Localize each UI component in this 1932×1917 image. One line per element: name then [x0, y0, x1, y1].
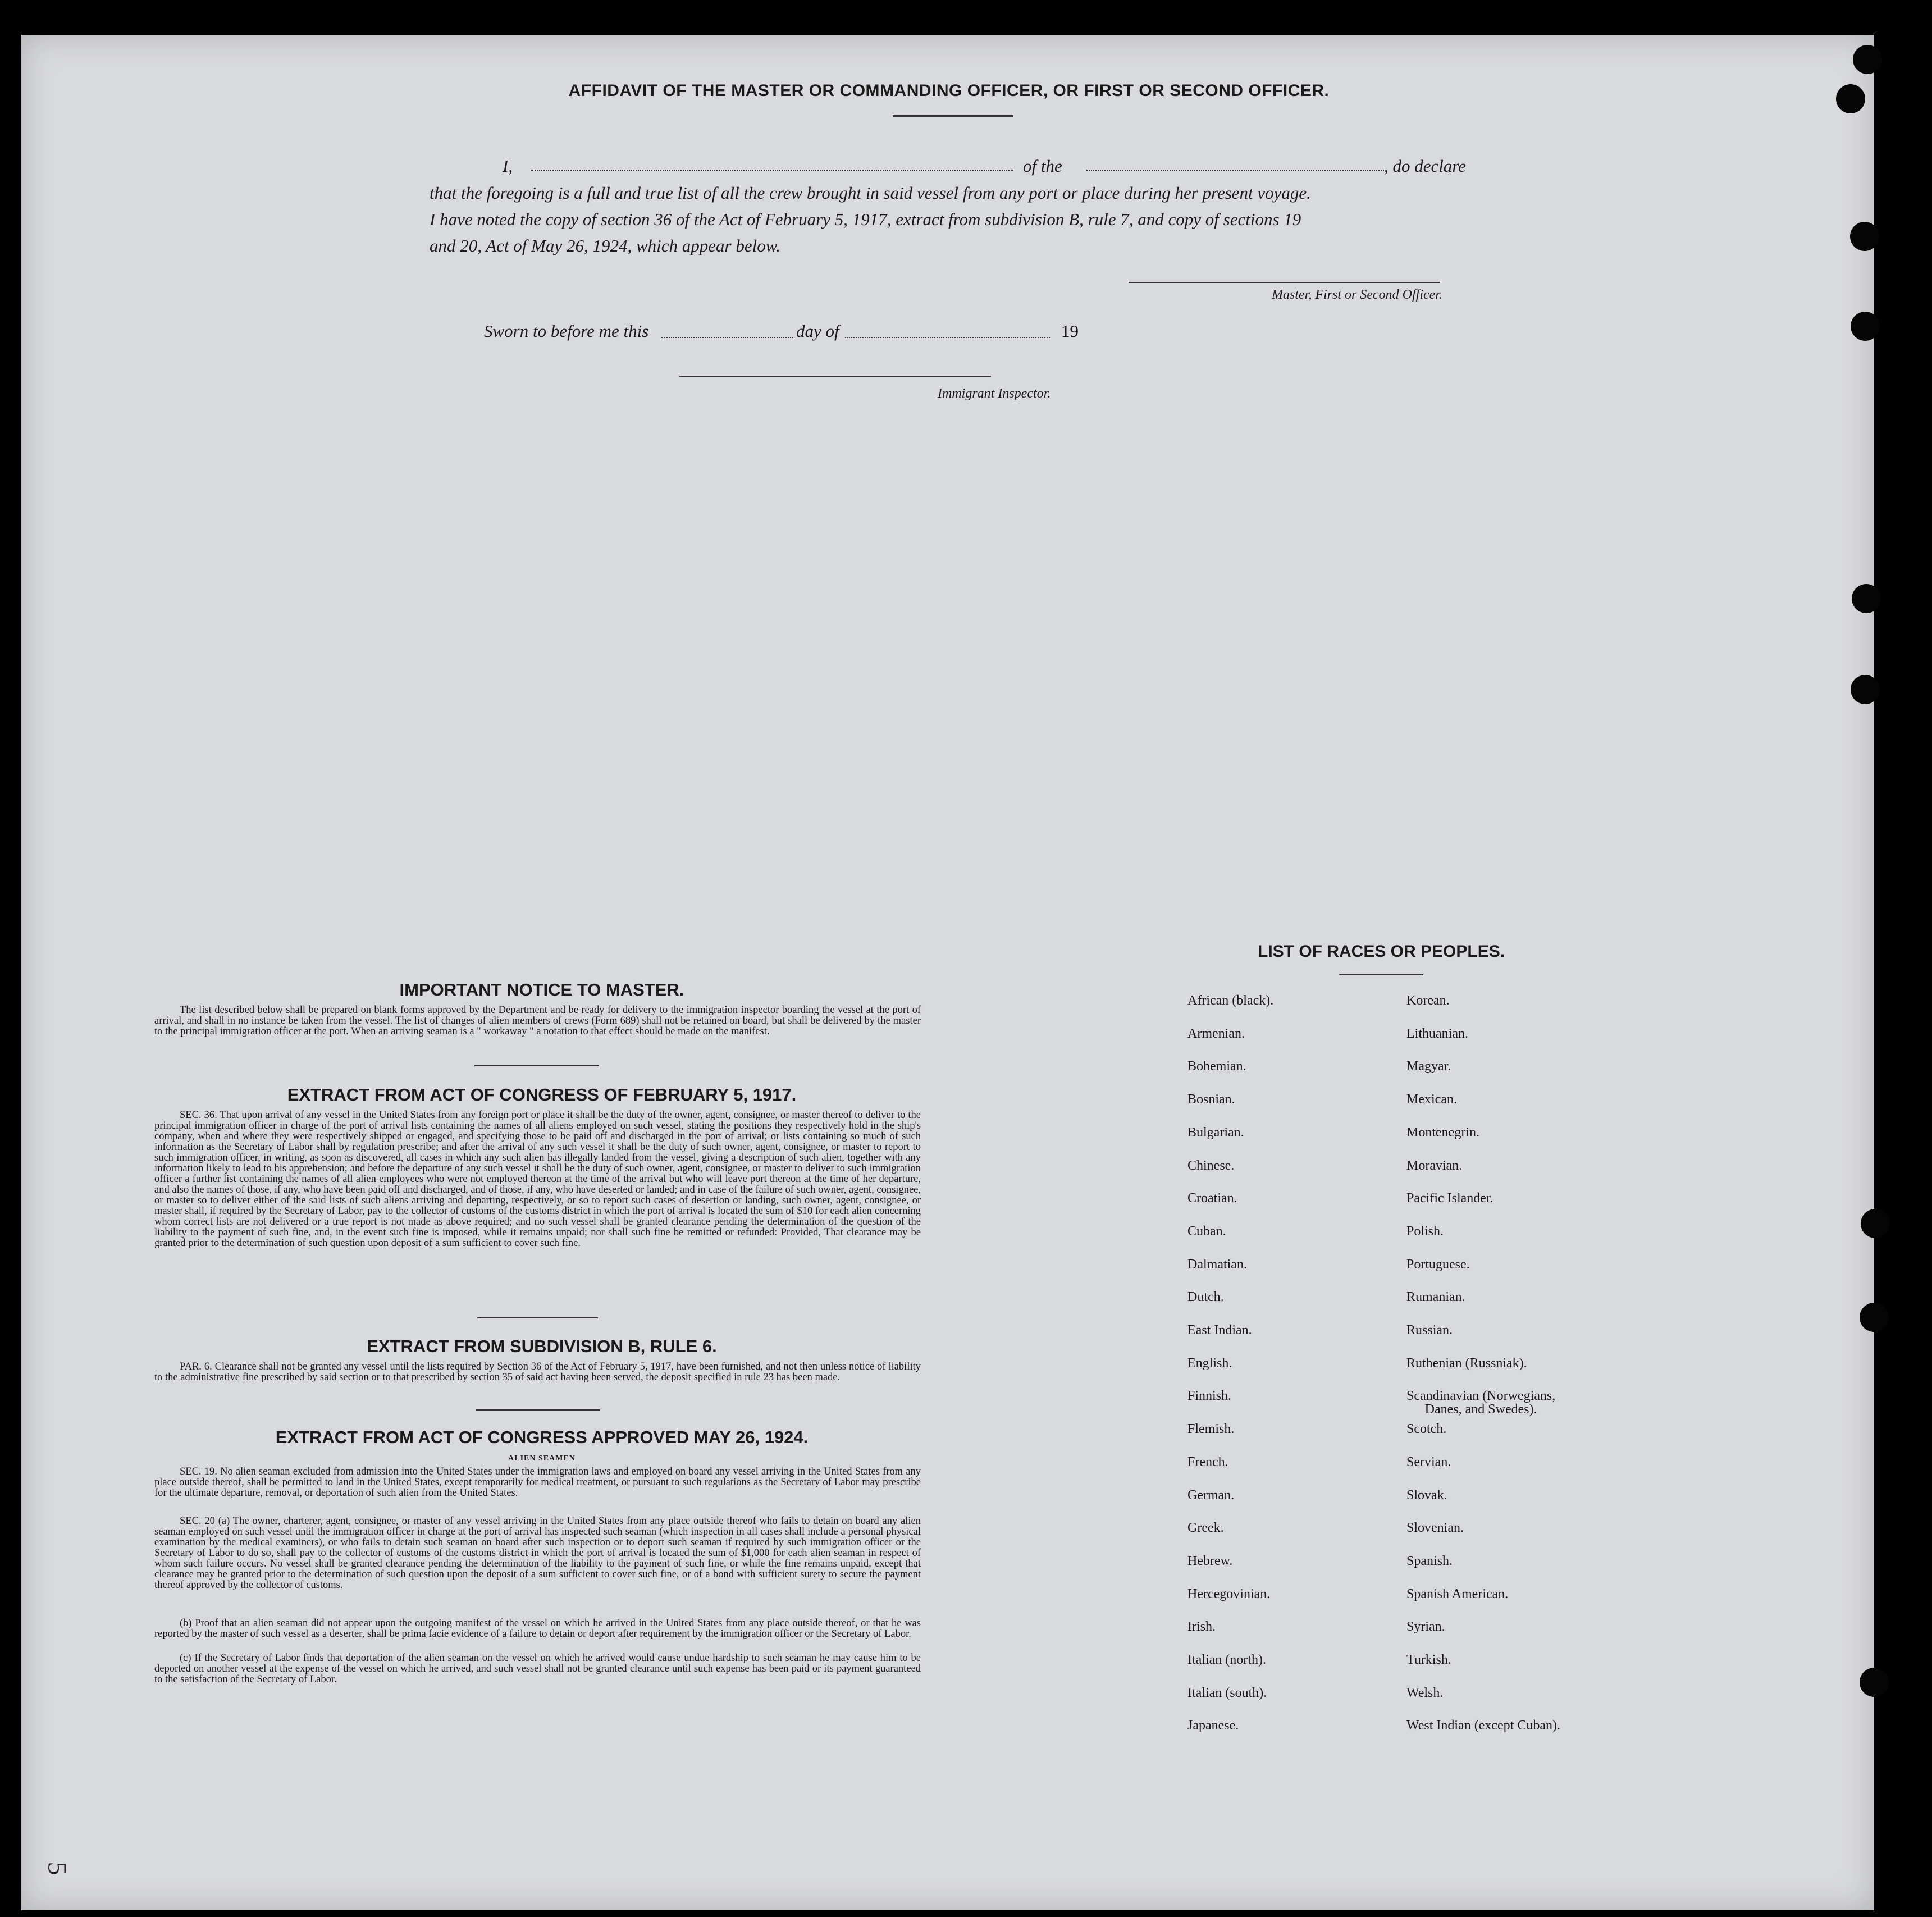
- sec-20b-text: (b) Proof that an alien seaman did not appear upon the outgoing manifest of the vessel on which he arrived in the United States from any place outside thereof, or that he was reported by the master of such vessel as a deserter, shall be prima facie evidence of a failure to detain or deport after requirement by the immigration officer or the Secretary of Labor.: [154, 1618, 921, 1640]
- binder-hole: [1836, 84, 1865, 113]
- race-item: Japanese.: [1187, 1718, 1239, 1733]
- race-item: Russian.: [1406, 1323, 1453, 1338]
- divider: [474, 1065, 599, 1066]
- extract-1924-heading: EXTRACT FROM ACT OF CONGRESS APPROVED MAY 26, 1924.: [275, 1427, 809, 1447]
- vessel-blank-line: [1086, 170, 1384, 171]
- race-item: Turkish.: [1406, 1653, 1451, 1667]
- inspector-label: Immigrant Inspector.: [938, 386, 1051, 401]
- race-item: Korean.: [1406, 993, 1450, 1008]
- race-item: Bohemian.: [1187, 1059, 1246, 1074]
- race-item: Italian (south).: [1187, 1685, 1267, 1700]
- race-item: Bosnian.: [1187, 1092, 1235, 1107]
- race-item: Spanish.: [1406, 1553, 1453, 1568]
- affidavit-line-4: and 20, Act of May 26, 1924, which appear below.: [430, 236, 780, 255]
- binder-hole: [1851, 675, 1880, 704]
- affidavit-line-2: that the foregoing is a full and true list of all the crew brought in said vessel from any port or place during her present voyage.: [430, 183, 1311, 203]
- race-item: Magyar.: [1406, 1059, 1451, 1074]
- race-item: Mexican.: [1406, 1092, 1457, 1107]
- race-item: Chinese.: [1187, 1158, 1235, 1173]
- race-item: African (black).: [1187, 993, 1274, 1008]
- race-item: Finnish.: [1187, 1389, 1232, 1404]
- race-item: Bulgarian.: [1187, 1125, 1244, 1140]
- notice-text: The list described below shall be prepared on blank forms approved by the Department and be ready for delivery to the immigration inspector boarding the vessel at the port of arrival, and shall in no instance be taken from the vessel. The list of changes of alien members of crews (Form 689) shall not be retained on board, but shall be delivered by the master to the principal immigration officer at the port. When an arriving seaman is a " workaway " a notation to that effect should be made on the manifest.: [154, 1005, 921, 1037]
- race-item: Polish.: [1406, 1224, 1444, 1239]
- race-item: French.: [1187, 1454, 1228, 1469]
- race-item: Montenegrin.: [1406, 1125, 1479, 1140]
- name-blank-line: [531, 170, 1013, 171]
- divider: [476, 1409, 600, 1411]
- race-item: Servian.: [1406, 1454, 1451, 1469]
- extract-1917-text: SEC. 36. That upon arrival of any vessel in the United States from any foreign port or place it shall be the duty of the owner, agent, consignee, or master thereof to deliver to the principal immigration officer in charge of the port of arrival lists containing the names of all aliens employed on such vessel, stating the positions they respectively hold in the ship's company, when and where they were respectively shipped or engaged, and specifying those to be paid off and discharged in the port of arrival; or lists containing so much of such information as the Secretary of Labor shall by regulation prescribe; and after the arrival of any such vessel it shall be the duty of such owner, agent, consignee, or master to report to such immigration officer, in writing, as soon as discovered, all cases in which any such alien has illegally landed from the vessel, giving a description of such alien, together with any information likely to lead to his apprehension; and before the departure of any such vessel it shall be the duty of such owner, agent, consignee, or master to deliver to such immigration officer a further list containing the names of all alien employees who were not employed thereon at the time of the arrival but who will leave port thereon at the time of her departure, and also the names of those, if any, who have been paid off and discharged, and of those, if any, who have deserted or landed; and in case of the failure of such owner, agent, consignee, or master so to deliver either of the said lists of such aliens arriving and departing, respectively, or so to report such cases of desertion or landing, such owner, agent, consignee, or master shall, if required by the Secretary of Labor, pay to the collector of customs of the customs district in which the port of arrival is located the sum of $10 for each alien concerning whom correct lists are not delivered or a true report is not made as above required; and no such vessel shall be granted clearance pending the determination of the question of the liability to the payment of such fine, and, in the event such fine is imposed, while it remains unpaid; nor shall such fine be remitted or refunded: Provided, That clearance may be granted prior to the determination of such question upon deposit of a sum sufficient to cover such fine.: [154, 1110, 921, 1249]
- binder-hole: [1852, 584, 1881, 613]
- race-item: Dutch.: [1187, 1290, 1224, 1305]
- affidavit-declare: , do declare: [1384, 156, 1467, 176]
- year-text: 19: [1061, 321, 1079, 341]
- binder-hole: [1850, 222, 1879, 251]
- race-item: Greek.: [1187, 1521, 1224, 1536]
- notice-heading: IMPORTANT NOTICE TO MASTER.: [399, 980, 684, 999]
- subdivision-text: PAR. 6. Clearance shall not be granted any vessel until the lists required by Section 36 of the Act of February 5, 1917, have been furnished, and not then unless notice of liability to the administrative fine prescribed by said section or to that prescribed by section 35 of said act having been served, the deposit specified in rule 23 has been made.: [154, 1361, 921, 1383]
- divider: [1339, 974, 1423, 975]
- inspector-signature-line: [679, 376, 991, 377]
- sec-20c-text: (c) If the Secretary of Labor finds that deportation of the alien seaman on the vessel on which he arrived would cause undue hardship to such seaman he may cause him to be deported on another vessel at the expense of the vessel on which he arrived, and such vessel shall not be granted clearance until such expense has been paid or its payment guaranteed to the satisfaction of the Secretary of Labor.: [154, 1653, 921, 1685]
- races-heading: LIST OF RACES OR PEOPLES.: [1258, 942, 1505, 961]
- race-item: Spanish American.: [1406, 1586, 1509, 1601]
- race-item: Slovak.: [1406, 1487, 1447, 1503]
- affidavit-of-the: of the: [1023, 156, 1062, 176]
- margin-note: 5: [42, 1861, 72, 1875]
- divider: [477, 1317, 598, 1318]
- race-item: West Indian (except Cuban).: [1406, 1718, 1560, 1733]
- month-blank-line: [845, 337, 1050, 338]
- alien-seamen-subheading: ALIEN SEAMEN: [508, 1454, 576, 1463]
- master-signature-line: [1129, 282, 1440, 283]
- day-blank-line: [661, 337, 793, 338]
- race-item: Croatian.: [1187, 1191, 1237, 1206]
- race-item: English.: [1187, 1355, 1232, 1371]
- race-item: Hebrew.: [1187, 1553, 1233, 1568]
- race-item: Irish.: [1187, 1619, 1216, 1635]
- race-item: Slovenian.: [1406, 1521, 1464, 1536]
- race-item: East Indian.: [1187, 1323, 1252, 1338]
- race-item: Italian (north).: [1187, 1653, 1266, 1667]
- race-item: Rumanian.: [1406, 1290, 1465, 1305]
- race-item: Hercegovinian.: [1187, 1586, 1271, 1601]
- race-item: Pacific Islander.: [1406, 1191, 1493, 1206]
- affidavit-i: I,: [503, 156, 513, 176]
- race-item: Armenian.: [1187, 1026, 1245, 1041]
- binder-hole: [1860, 1303, 1889, 1332]
- affidavit-title: AFFIDAVIT OF THE MASTER OR COMMANDING OFFICER, OR FIRST OR SECOND OFFICER.: [568, 81, 1330, 100]
- race-item: Welsh.: [1406, 1685, 1444, 1700]
- race-item: Flemish.: [1187, 1422, 1235, 1437]
- subdivision-heading: EXTRACT FROM SUBDIVISION B, RULE 6.: [367, 1336, 717, 1356]
- race-item: Dalmatian.: [1187, 1257, 1247, 1272]
- affidavit-line-3: I have noted the copy of section 36 of the Act of February 5, 1917, extract from subdivision B, rule 7, and copy of sections 19: [430, 209, 1301, 229]
- binder-hole: [1860, 1668, 1889, 1697]
- race-item: Portuguese.: [1406, 1257, 1470, 1272]
- binder-hole: [1851, 312, 1880, 341]
- race-item: Ruthenian (Russniak).: [1406, 1355, 1527, 1371]
- race-item: Syrian.: [1406, 1619, 1445, 1635]
- sworn-text: Sworn to before me this: [484, 321, 649, 341]
- day-of-text: day of: [796, 321, 839, 341]
- binder-hole: [1861, 1209, 1890, 1238]
- race-item: Lithuanian.: [1406, 1026, 1468, 1041]
- master-label: Master, First or Second Officer.: [1272, 287, 1442, 302]
- race-item: Cuban.: [1187, 1224, 1226, 1239]
- sec-19-text: SEC. 19. No alien seaman excluded from admission into the United States under the immigration laws and employed on board any vessel arriving in the United States from any place outside thereof, shall be permitted to land in the United States, except temporarily for medical treatment, or pursuant to such regulations as the Secretary of Labor may prescribe for the ultimate departure, removal, or deportation of such alien from the United States.: [154, 1466, 921, 1499]
- race-item: Scotch.: [1406, 1422, 1447, 1437]
- race-item: Moravian.: [1406, 1158, 1463, 1173]
- divider: [893, 115, 1013, 117]
- extract-1917-heading: EXTRACT FROM ACT OF CONGRESS OF FEBRUARY 5, 1917.: [287, 1085, 797, 1104]
- race-item: Scandinavian (Norwegians, Danes, and Swedes).: [1406, 1389, 1556, 1417]
- sec-20a-text: SEC. 20 (a) The owner, charterer, agent, consignee, or master of any vessel arriving in the United States from any place outside thereof who fails to detain on board any alien seaman employed on such vessel until the immigration officer in charge at the port of arrival has inspected such seaman (which inspection in all cases shall include a personal physical examination by the medical examiners), or who fails to detain such seaman on board after such inspection or to deport such seaman if required by such immigration officer or the Secretary of Labor to do so, shall pay to the collector of customs of the customs district in which the port of arrival is located the sum of $1,000 for each alien seaman in respect of whom such failure occurs. No vessel shall be granted clearance pending the determination of the liability to the payment of such fine, or while the fine remains unpaid, except that clearance may be granted prior to the determination of such question upon the deposit of a sum sufficient to cover such fine, or of a bond with sufficient surety to secure the payment thereof approved by the collector of customs.: [154, 1516, 921, 1591]
- race-item: German.: [1187, 1487, 1235, 1503]
- binder-hole: [1853, 45, 1882, 74]
